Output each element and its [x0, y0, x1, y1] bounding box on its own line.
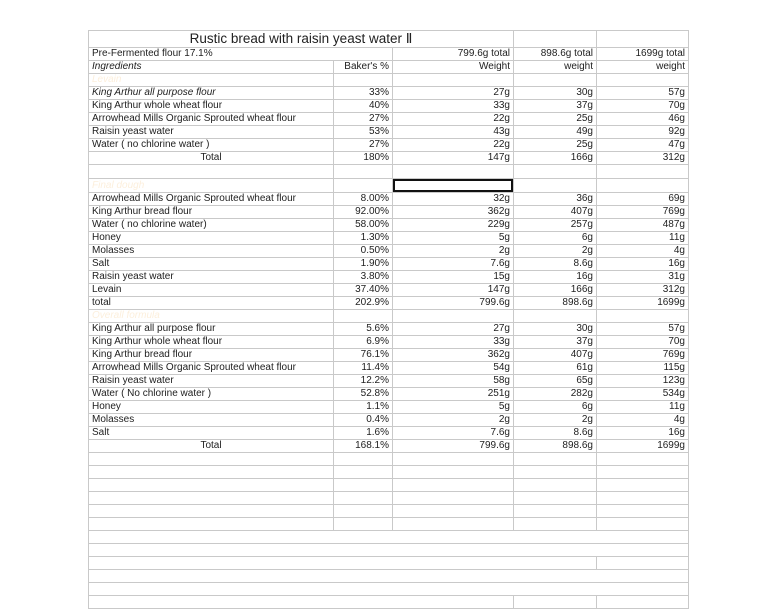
ingredient-name[interactable]: King Arthur whole wheat flour [89, 100, 334, 113]
ingredient-value[interactable]: 76.1% [334, 349, 393, 362]
ingredient-value[interactable]: 27% [334, 113, 393, 126]
sheet-row [89, 126, 689, 139]
grand-total-value[interactable]: 168.1% [334, 440, 393, 453]
empty-cell[interactable] [514, 518, 597, 531]
ingredient-value[interactable]: 57g [597, 323, 689, 336]
ingredient-value[interactable]: 6g [514, 232, 597, 245]
sheet-row [89, 544, 689, 557]
ingredient-value[interactable]: 37g [514, 100, 597, 113]
ingredient-name[interactable]: King Arthur bread flour [89, 349, 334, 362]
empty-cell[interactable] [89, 492, 334, 505]
sheet-row [89, 440, 689, 453]
grand-total-value[interactable]: 898.6g [514, 440, 597, 453]
sheet-row [89, 61, 689, 74]
ingredient-value[interactable]: 69g [597, 193, 689, 206]
empty-cell[interactable] [89, 505, 334, 518]
section-total-value[interactable]: 312g [597, 152, 689, 165]
section-banner-cell[interactable] [597, 179, 689, 193]
ingredient-value[interactable]: 49g [514, 126, 597, 139]
ingredient-value[interactable]: 6g [514, 401, 597, 414]
empty-cell[interactable] [89, 544, 689, 557]
ingredient-value[interactable]: 362g [393, 206, 514, 219]
ingredient-value[interactable]: 30g [514, 87, 597, 100]
ingredient-value[interactable]: 11.4% [334, 362, 393, 375]
section-total-value[interactable]: 799.6g [393, 297, 514, 310]
ingredient-name[interactable]: Water ( No chlorine water ) [89, 388, 334, 401]
ingredient-value[interactable]: 147g [393, 284, 514, 297]
spreadsheet-page [88, 30, 689, 609]
cell[interactable] [597, 31, 689, 48]
sheet-row [89, 271, 689, 284]
ingredient-value[interactable]: 4g [597, 245, 689, 258]
empty-cell[interactable] [514, 165, 597, 179]
ingredient-value[interactable]: 53% [334, 126, 393, 139]
selected-cell[interactable] [393, 179, 514, 193]
sheet-row [89, 179, 689, 193]
section-banner-cell[interactable] [393, 74, 514, 87]
ingredient-value[interactable]: 2g [514, 414, 597, 427]
empty-cell[interactable] [597, 596, 689, 609]
empty-cell[interactable] [89, 453, 334, 466]
ingredient-value[interactable]: 3.80% [334, 271, 393, 284]
ingredient-name[interactable]: King Arthur whole wheat flour [89, 336, 334, 349]
sheet-row [89, 48, 689, 61]
empty-cell[interactable] [514, 479, 597, 492]
section-total-value[interactable]: 1699g [597, 297, 689, 310]
ingredient-value[interactable]: 123g [597, 375, 689, 388]
ingredient-value[interactable]: 46g [597, 113, 689, 126]
empty-cell[interactable] [393, 479, 514, 492]
ingredient-value[interactable]: 0.4% [334, 414, 393, 427]
sheet-row [89, 466, 689, 479]
sheet-row [89, 427, 689, 440]
section-banner-label[interactable]: Overall formula [89, 310, 334, 323]
ingredient-value[interactable]: 769g [597, 349, 689, 362]
ingredient-name[interactable]: Honey [89, 232, 334, 245]
ingredient-value[interactable]: 27g [393, 323, 514, 336]
ingredient-value[interactable]: 257g [514, 219, 597, 232]
empty-cell[interactable] [89, 596, 514, 609]
sheet-row [89, 388, 689, 401]
empty-cell[interactable] [597, 479, 689, 492]
sheet-row [89, 518, 689, 531]
ingredient-name[interactable]: Molasses [89, 414, 334, 427]
empty-cell[interactable] [514, 466, 597, 479]
section-banner-cell[interactable] [334, 179, 393, 193]
total-weight-2[interactable]: 898.6g total [514, 48, 597, 61]
ingredient-value[interactable]: 16g [597, 258, 689, 271]
sheet-row [89, 479, 689, 492]
empty-cell[interactable] [393, 518, 514, 531]
ingredient-value[interactable]: 27% [334, 139, 393, 152]
total-weight-3[interactable]: 1699g total [597, 48, 689, 61]
ingredient-value[interactable]: 2g [393, 245, 514, 258]
empty-cell[interactable] [89, 531, 689, 544]
sheet-row [89, 362, 689, 375]
empty-cell[interactable] [514, 492, 597, 505]
empty-cell[interactable] [514, 505, 597, 518]
sheet-row [89, 492, 689, 505]
grand-total-value[interactable]: 799.6g [393, 440, 514, 453]
ingredient-value[interactable]: 8.6g [514, 427, 597, 440]
section-total-label[interactable]: Total [89, 152, 334, 165]
ingredient-value[interactable]: 58g [393, 375, 514, 388]
sheet-row [89, 310, 689, 323]
section-banner-cell[interactable] [514, 310, 597, 323]
empty-cell[interactable] [89, 165, 334, 179]
empty-cell[interactable] [89, 583, 689, 596]
ingredient-value[interactable]: 1.30% [334, 232, 393, 245]
sheet-row [89, 87, 689, 100]
ingredient-name[interactable]: Water ( no chlorine water ) [89, 139, 334, 152]
sheet-row [89, 349, 689, 362]
ingredient-value[interactable]: 166g [514, 284, 597, 297]
empty-cell[interactable] [393, 165, 514, 179]
empty-cell[interactable] [89, 479, 334, 492]
sheet-row [89, 193, 689, 206]
section-banner-cell[interactable] [514, 179, 597, 193]
ingredient-value[interactable]: 6.9% [334, 336, 393, 349]
ingredient-value[interactable]: 0.50% [334, 245, 393, 258]
ingredient-value[interactable]: 52.8% [334, 388, 393, 401]
ingredient-value[interactable]: 54g [393, 362, 514, 375]
empty-cell[interactable] [89, 518, 334, 531]
column-header[interactable]: Baker's % [334, 61, 393, 74]
empty-cell[interactable] [89, 466, 334, 479]
ingredient-value[interactable]: 36g [514, 193, 597, 206]
section-total-label[interactable]: total [89, 297, 334, 310]
ingredient-value[interactable]: 7.6g [393, 427, 514, 440]
ingredient-value[interactable]: 65g [514, 375, 597, 388]
ingredient-value[interactable]: 47g [597, 139, 689, 152]
ingredient-value[interactable]: 40% [334, 100, 393, 113]
ingredient-value[interactable]: 37.40% [334, 284, 393, 297]
ingredient-value[interactable]: 2g [393, 414, 514, 427]
total-weight-1[interactable]: 799.6g total [393, 48, 514, 61]
ingredient-value[interactable]: 16g [514, 271, 597, 284]
sheet-row [89, 557, 689, 570]
empty-cell[interactable] [393, 505, 514, 518]
ingredient-name[interactable]: Raisin yeast water [89, 126, 334, 139]
ingredient-value[interactable]: 312g [597, 284, 689, 297]
section-total-value[interactable]: 166g [514, 152, 597, 165]
ingredient-name[interactable]: King Arthur all purpose flour [89, 87, 334, 100]
ingredient-value[interactable]: 11g [597, 232, 689, 245]
sheet-row [89, 152, 689, 165]
ingredient-value[interactable]: 8.6g [514, 258, 597, 271]
sheet-row [89, 453, 689, 466]
sheet-row [89, 401, 689, 414]
sheet-row [89, 74, 689, 87]
empty-cell[interactable] [334, 466, 393, 479]
empty-cell[interactable] [334, 453, 393, 466]
ingredient-value[interactable]: 282g [514, 388, 597, 401]
ingredient-value[interactable]: 25g [514, 113, 597, 126]
ingredient-value[interactable]: 92g [597, 126, 689, 139]
empty-cell[interactable] [334, 505, 393, 518]
empty-cell[interactable] [597, 518, 689, 531]
ingredient-name[interactable]: Water ( no chlorine water) [89, 219, 334, 232]
sheet-row [89, 258, 689, 271]
ingredient-value[interactable]: 1.90% [334, 258, 393, 271]
ingredient-name[interactable]: Honey [89, 401, 334, 414]
section-total-value[interactable]: 147g [393, 152, 514, 165]
grand-total-label[interactable]: Total [89, 440, 334, 453]
ingredient-value[interactable]: 229g [393, 219, 514, 232]
empty-cell[interactable] [597, 557, 689, 570]
ingredient-value[interactable]: 32g [393, 193, 514, 206]
ingredient-value[interactable]: 33g [393, 100, 514, 113]
empty-cell[interactable] [597, 453, 689, 466]
ingredient-value[interactable]: 33% [334, 87, 393, 100]
empty-cell[interactable] [334, 518, 393, 531]
ingredient-value[interactable]: 12.2% [334, 375, 393, 388]
ingredient-value[interactable]: 61g [514, 362, 597, 375]
ingredient-value[interactable]: 115g [597, 362, 689, 375]
sheet-row [89, 232, 689, 245]
sheet-row [89, 139, 689, 152]
section-banner-cell[interactable] [334, 310, 393, 323]
ingredient-name[interactable]: Arrowhead Mills Organic Sprouted wheat flour [89, 113, 334, 126]
ingredient-name[interactable]: Molasses [89, 245, 334, 258]
ingredient-value[interactable]: 407g [514, 206, 597, 219]
ingredient-value[interactable]: 5g [393, 401, 514, 414]
ingredient-name[interactable]: Arrowhead Mills Organic Sprouted wheat flour [89, 362, 334, 375]
empty-cell[interactable] [334, 492, 393, 505]
ingredient-value[interactable]: 58.00% [334, 219, 393, 232]
ingredient-value[interactable]: 487g [597, 219, 689, 232]
ingredient-name[interactable]: Arrowhead Mills Organic Sprouted wheat flour [89, 193, 334, 206]
column-header[interactable]: Ingredients [89, 61, 334, 74]
section-banner-label[interactable]: Final dough [89, 179, 334, 193]
empty-cell[interactable] [89, 570, 689, 583]
empty-cell[interactable] [334, 479, 393, 492]
section-banner-cell[interactable] [597, 310, 689, 323]
section-total-value[interactable]: 898.6g [514, 297, 597, 310]
ingredient-value[interactable]: 25g [514, 139, 597, 152]
sheet-row [89, 100, 689, 113]
ingredient-value[interactable]: 5g [393, 232, 514, 245]
ingredient-value[interactable]: 11g [597, 401, 689, 414]
ingredient-value[interactable]: 43g [393, 126, 514, 139]
empty-cell[interactable] [393, 453, 514, 466]
section-banner-cell[interactable] [597, 74, 689, 87]
sheet-row [89, 219, 689, 232]
ingredient-value[interactable]: 33g [393, 336, 514, 349]
sheet-row [89, 531, 689, 544]
empty-cell[interactable] [514, 596, 597, 609]
sheet-row [89, 245, 689, 258]
spreadsheet-table [88, 30, 689, 609]
pre-fermented-label[interactable]: Pre-Fermented flour 17.1% [89, 48, 393, 61]
ingredient-value[interactable]: 8.00% [334, 193, 393, 206]
ingredient-value[interactable]: 407g [514, 349, 597, 362]
sheet-row [89, 570, 689, 583]
ingredient-value[interactable]: 4g [597, 414, 689, 427]
ingredient-value[interactable]: 22g [393, 113, 514, 126]
ingredient-name[interactable]: Salt [89, 427, 334, 440]
section-total-value[interactable]: 180% [334, 152, 393, 165]
section-total-value[interactable]: 202.9% [334, 297, 393, 310]
empty-cell[interactable] [514, 453, 597, 466]
sheet-row [89, 31, 689, 48]
sheet-row [89, 336, 689, 349]
ingredient-value[interactable]: 31g [597, 271, 689, 284]
sheet-row [89, 583, 689, 596]
ingredient-name[interactable]: Raisin yeast water [89, 375, 334, 388]
ingredient-value[interactable]: 7.6g [393, 258, 514, 271]
section-banner-cell[interactable] [334, 74, 393, 87]
sheet-row [89, 206, 689, 219]
ingredient-value[interactable]: 16g [597, 427, 689, 440]
ingredient-value[interactable]: 37g [514, 336, 597, 349]
cell[interactable] [514, 31, 597, 48]
section-banner-label[interactable]: Levain [89, 74, 334, 87]
empty-cell[interactable] [597, 492, 689, 505]
ingredient-name[interactable]: Levain [89, 284, 334, 297]
ingredient-value[interactable]: 5.6% [334, 323, 393, 336]
empty-cell[interactable] [89, 557, 597, 570]
sheet-title[interactable]: Rustic bread with raisin yeast water Ⅱ [89, 31, 514, 48]
ingredient-name[interactable]: Raisin yeast water [89, 271, 334, 284]
column-header[interactable]: Weight [393, 61, 514, 74]
sheet-body [89, 31, 689, 609]
column-header[interactable]: weight [597, 61, 689, 74]
ingredient-value[interactable]: 57g [597, 87, 689, 100]
empty-cell[interactable] [334, 165, 393, 179]
sheet-row [89, 284, 689, 297]
ingredient-name[interactable]: King Arthur bread flour [89, 206, 334, 219]
ingredient-name[interactable]: Salt [89, 258, 334, 271]
empty-cell[interactable] [393, 466, 514, 479]
ingredient-name[interactable]: King Arthur all purpose flour [89, 323, 334, 336]
ingredient-value[interactable]: 534g [597, 388, 689, 401]
ingredient-value[interactable]: 70g [597, 100, 689, 113]
sheet-row [89, 297, 689, 310]
ingredient-value[interactable]: 2g [514, 245, 597, 258]
empty-cell[interactable] [597, 466, 689, 479]
sheet-row [89, 505, 689, 518]
ingredient-value[interactable]: 1.6% [334, 427, 393, 440]
ingredient-value[interactable]: 769g [597, 206, 689, 219]
sheet-row [89, 414, 689, 427]
ingredient-value[interactable]: 362g [393, 349, 514, 362]
sheet-row [89, 596, 689, 609]
empty-cell[interactable] [597, 505, 689, 518]
sheet-row [89, 165, 689, 179]
ingredient-value[interactable]: 15g [393, 271, 514, 284]
empty-cell[interactable] [597, 165, 689, 179]
ingredient-value[interactable]: 1.1% [334, 401, 393, 414]
ingredient-value[interactable]: 70g [597, 336, 689, 349]
ingredient-value[interactable]: 92.00% [334, 206, 393, 219]
section-banner-cell[interactable] [514, 74, 597, 87]
ingredient-value[interactable]: 22g [393, 139, 514, 152]
sheet-row [89, 375, 689, 388]
column-header[interactable]: weight [514, 61, 597, 74]
sheet-row [89, 113, 689, 126]
section-banner-cell[interactable] [393, 310, 514, 323]
grand-total-value[interactable]: 1699g [597, 440, 689, 453]
sheet-row [89, 323, 689, 336]
ingredient-value[interactable]: 30g [514, 323, 597, 336]
ingredient-value[interactable]: 251g [393, 388, 514, 401]
ingredient-value[interactable]: 27g [393, 87, 514, 100]
empty-cell[interactable] [393, 492, 514, 505]
